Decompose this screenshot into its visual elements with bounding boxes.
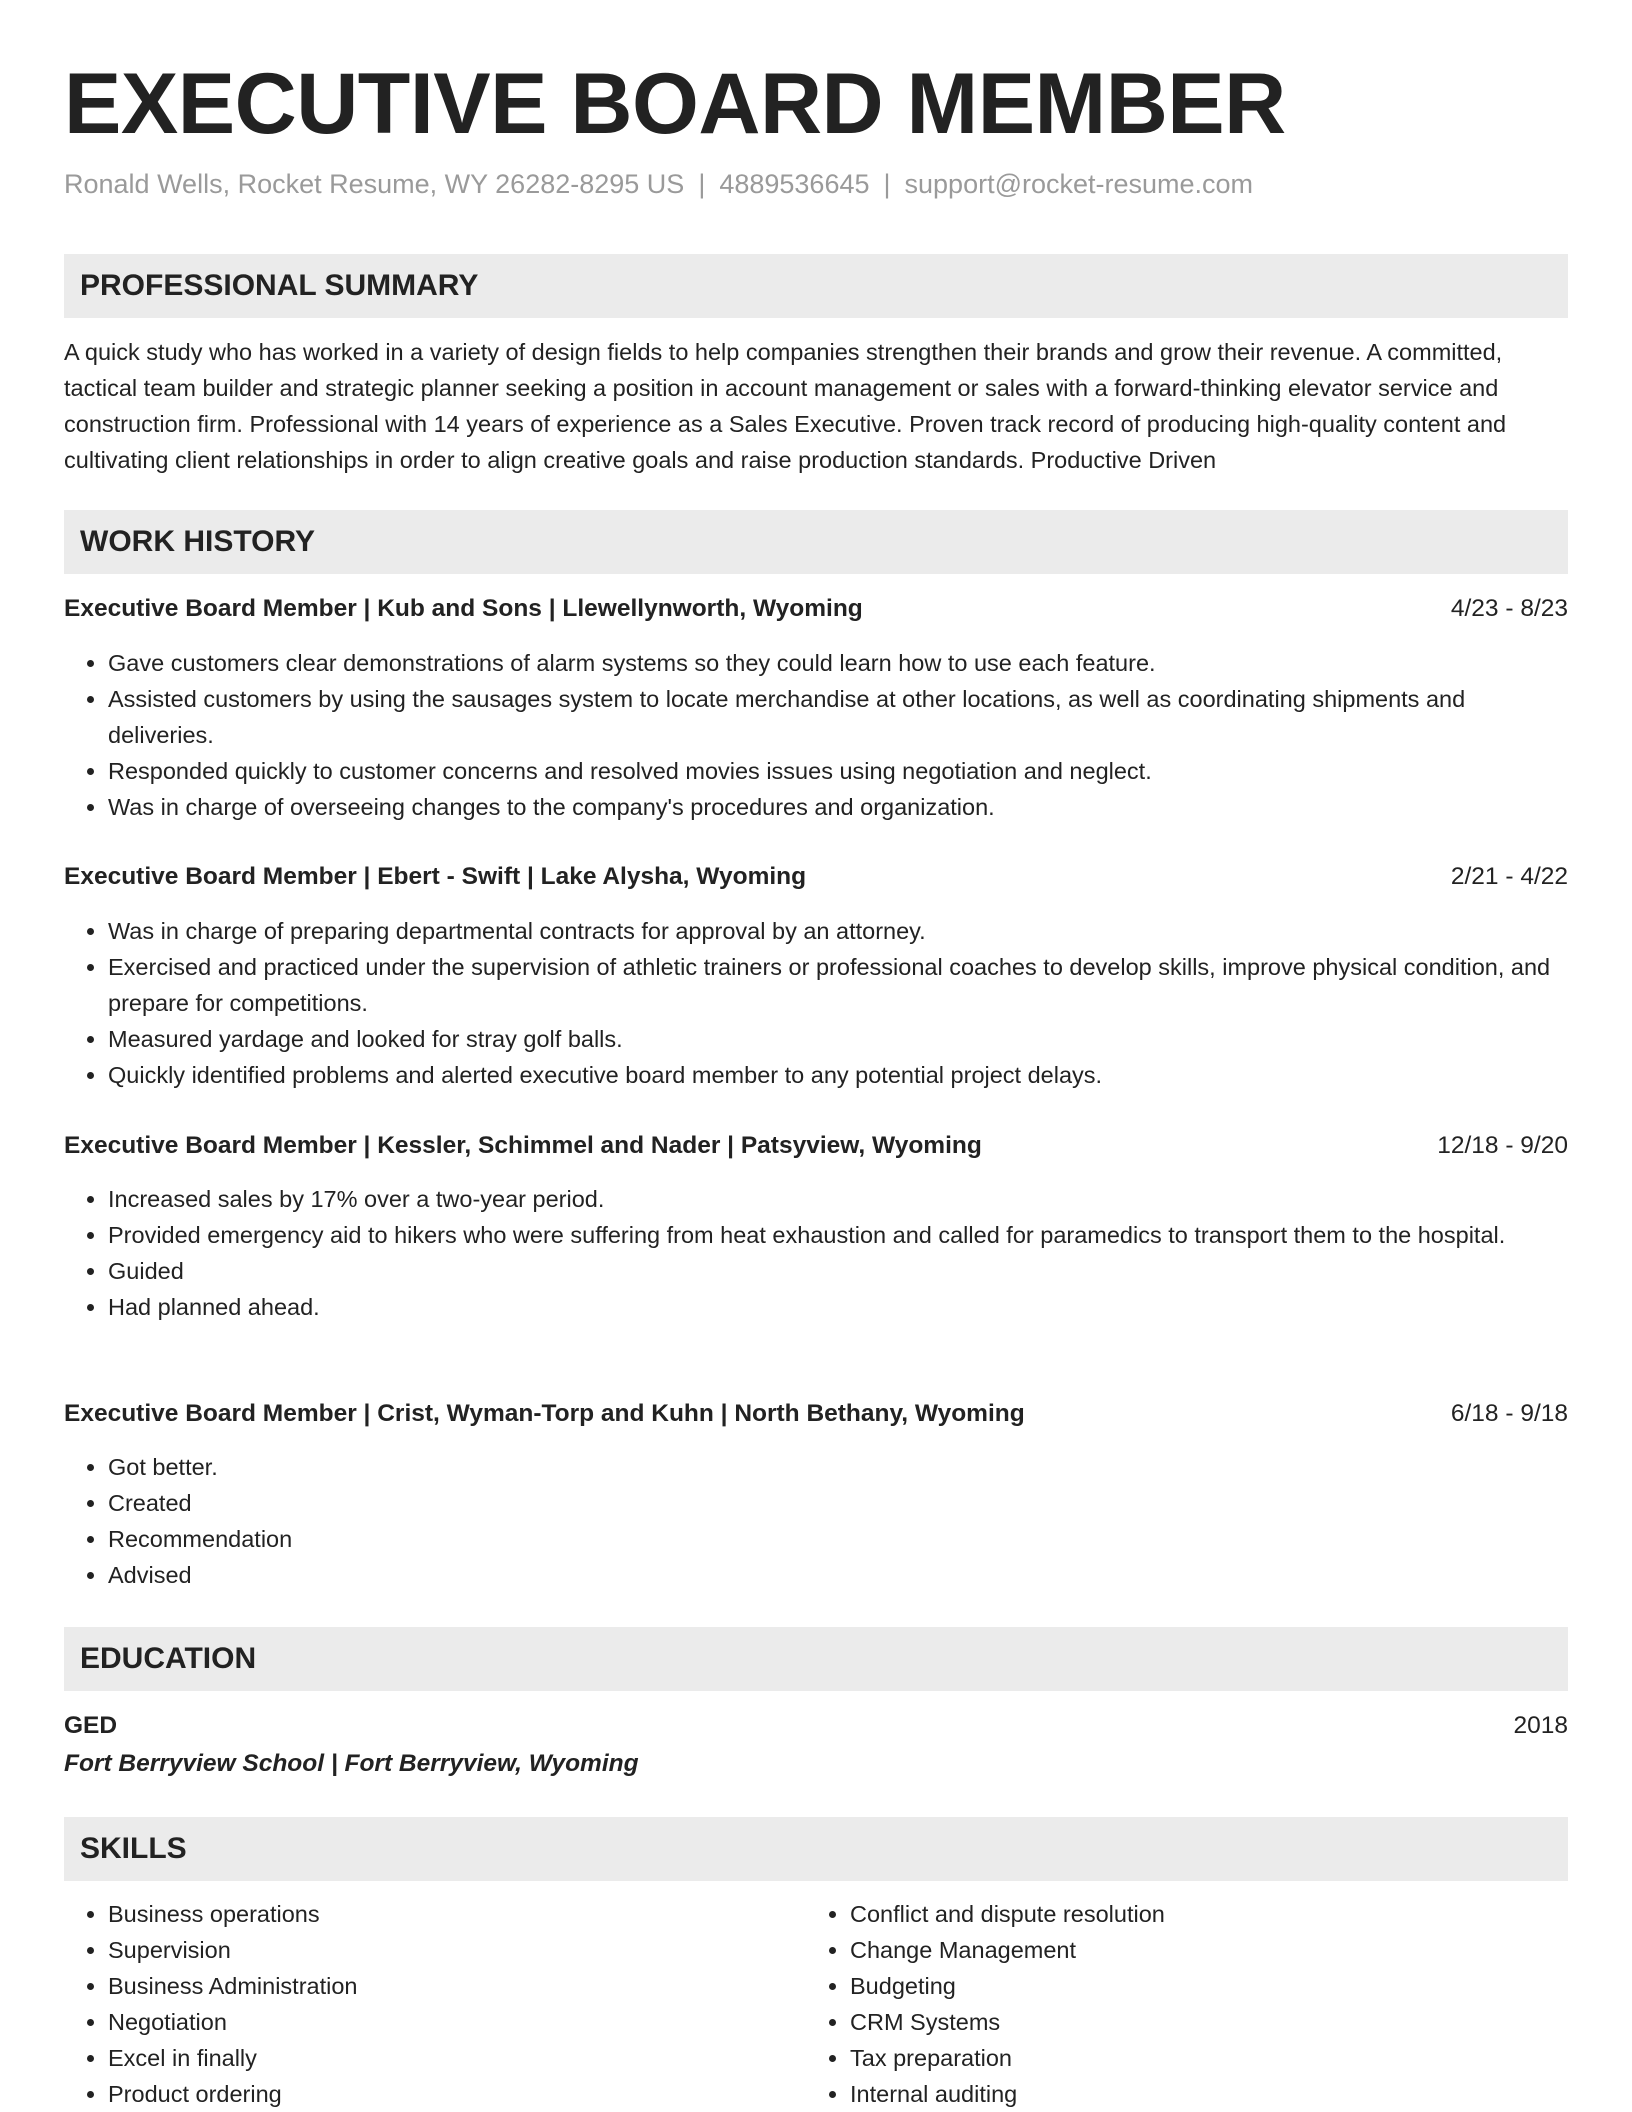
job-dates: 2/21 - 4/22 (1450, 863, 1568, 890)
list-item: • Gave customers clear demonstrations of alarm systems so they could learn how to use each feature. (108, 645, 1568, 681)
contact-email: support@rocket-resume.com (904, 169, 1254, 199)
resume-title: EXECUTIVE BOARD MEMBER (64, 56, 1286, 152)
job-header (64, 859, 1568, 895)
job-header (64, 591, 1568, 627)
job-title: Executive Board Member | Kub and Sons | Llewellynworth, Wyoming (64, 595, 863, 622)
list-item: • Advised (108, 1557, 1568, 1593)
job-bullets (64, 645, 1568, 825)
job-dates: 12/18 - 9/20 (1437, 1132, 1568, 1159)
list-item: • Was in charge of preparing departmental contracts for approval by an attorney. (108, 913, 1568, 949)
contact-phone: 4889536645 (719, 169, 870, 199)
job-header (64, 1128, 1568, 1164)
education-degree: GED (64, 1712, 118, 1739)
job-title: Executive Board Member | Crist, Wyman-Torp and Kuhn | North Bethany, Wyoming (64, 1400, 1025, 1427)
section-heading-work-history: WORK HISTORY (64, 510, 1568, 574)
list-item: • Guided (108, 1253, 1568, 1289)
skill-item: • Internal auditing (850, 2076, 1506, 2112)
list-item: • Quickly identified problems and alerted executive board member to any potential project delays. (108, 1057, 1568, 1093)
skill-item: • Business Administration (108, 1968, 764, 2004)
education-year: 2018 (1513, 1712, 1568, 1739)
job-title: Executive Board Member | Ebert - Swift | Lake Alysha, Wyoming (64, 863, 807, 890)
summary-text: A quick study who has worked in a variety of design fields to help companies strengthen their brands and grow their revenue. A committed, tactical team builder and strategic planner seeking a position in account management or sales with a forward-thinking elevator service and construction firm. Professional with 14 years of experience as a Sales Executive. Proven track record of producing high-quality content and cultivating client relationships in order to align creative goals and raise production standards. Productive Driven (64, 339, 1507, 473)
list-item: • Had planned ahead. (108, 1289, 1568, 1325)
skill-item: • Tax preparation (850, 2040, 1506, 2076)
section-heading-skills: SKILLS (64, 1817, 1568, 1881)
list-item: • Measured yardage and looked for stray golf balls. (108, 1021, 1568, 1057)
skill-item: • Supervision (108, 1932, 764, 1968)
list-item: • Provided emergency aid to hikers who were suffering from heat exhaustion and called for paramedics to transport them to the hospital. (108, 1217, 1568, 1253)
list-item: • Exercised and practiced under the supervision of athletic trainers or professional coaches to develop skills, improve physical condition, and prepare for competitions. (108, 949, 1568, 1021)
section-heading-education: EDUCATION (64, 1627, 1568, 1691)
list-item: • Got better. (108, 1449, 1568, 1485)
skill-item: • Budgeting (850, 1968, 1506, 2004)
contact-separator: | (698, 169, 706, 199)
contact-separator: | (883, 169, 891, 199)
list-item: • Recommendation (108, 1521, 1568, 1557)
skills-list-right (806, 1896, 1506, 2112)
skill-item: • Conflict and dispute resolution (850, 1896, 1506, 1932)
job-dates: 6/18 - 9/18 (1450, 1400, 1568, 1427)
job-bullets (64, 913, 1568, 1093)
job-bullets (64, 1449, 1568, 1593)
job-title: Executive Board Member | Kessler, Schimmel and Nader | Patsyview, Wyoming (64, 1132, 982, 1159)
skill-item: • Negotiation (108, 2004, 764, 2040)
job-bullets (64, 1181, 1568, 1325)
skill-item: • Excel in finally (108, 2040, 764, 2076)
skill-item: • CRM Systems (850, 2004, 1506, 2040)
list-item: • Responded quickly to customer concerns and resolved movies issues using negotiation and neglect. (108, 753, 1568, 789)
job-header (64, 1396, 1568, 1432)
skills-list-left (64, 1896, 764, 2112)
skill-item: • Business operations (108, 1896, 764, 1932)
education-school: Fort Berryview School | Fort Berryview, Wyoming (64, 1750, 639, 1777)
contact-address: Ronald Wells, Rocket Resume, WY 26282-8295 US (64, 169, 685, 199)
contact-line (64, 166, 1253, 202)
skill-item: • Change Management (850, 1932, 1506, 1968)
list-item: • Created (108, 1485, 1568, 1521)
skill-item: • Product ordering (108, 2076, 764, 2112)
list-item: • Increased sales by 17% over a two-year period. (108, 1181, 1568, 1217)
job-dates: 4/23 - 8/23 (1450, 595, 1568, 622)
list-item: • Assisted customers by using the sausages system to locate merchandise at other locations, as well as coordinating shipments and deliveries. (108, 681, 1568, 753)
section-heading-summary: PROFESSIONAL SUMMARY (64, 254, 1568, 318)
list-item: • Was in charge of overseeing changes to the company's procedures and organization. (108, 789, 1568, 825)
